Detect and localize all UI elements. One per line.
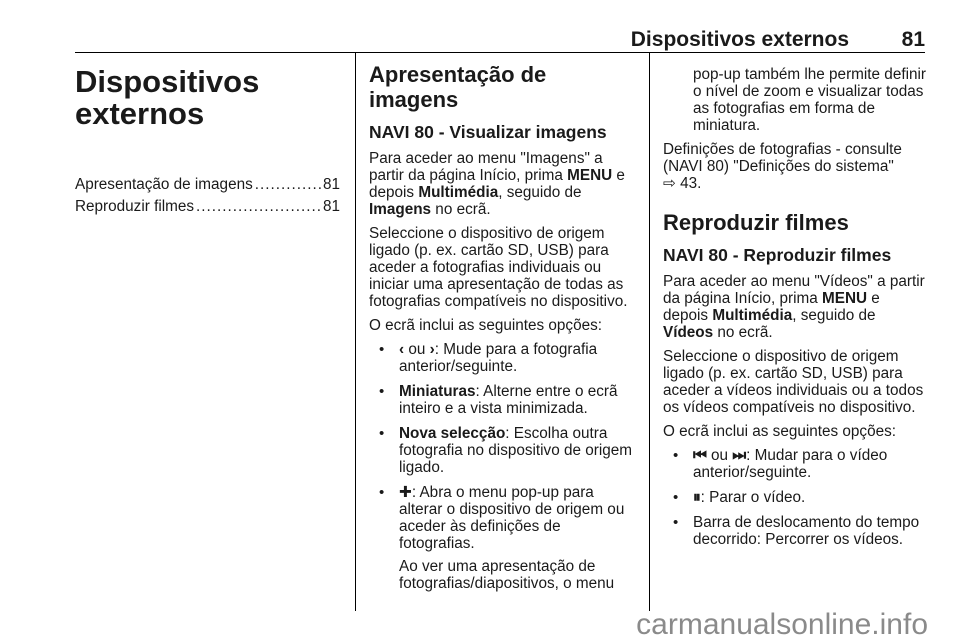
list-item: • ⏸: Parar o vídeo. bbox=[663, 489, 928, 506]
page-header bbox=[75, 0, 925, 53]
column-1 bbox=[75, 62, 340, 218]
list-item: • Miniaturas: Alterne entre o ecrã inteiro e a vista minimizada. bbox=[369, 383, 634, 417]
chevron-right-icon: › bbox=[429, 341, 435, 358]
list-item: • Barra de deslocamento do tempo decorrido: Percorrer os vídeos. bbox=[663, 514, 928, 548]
paragraph-photo-settings: Definições de fotografias - consulte (NAVI 80) "Definições do sistema" ⇨ 43. bbox=[663, 141, 902, 192]
chevron-left-icon: ‹ bbox=[399, 341, 405, 358]
page-number: 81 bbox=[901, 28, 925, 51]
bullet-icon bbox=[379, 383, 384, 400]
paragraph-slideshow-note: Ao ver uma apresentação de fotografias/diapositivos, o menu bbox=[399, 558, 615, 592]
column-2 bbox=[369, 62, 634, 600]
toc-leader bbox=[196, 196, 321, 218]
paragraph-select-device: Seleccione o dispositivo de origem ligado (p. ex. cartão SD, USB) para aceder a fotografias individuais ou iniciar uma apresentação de todas as fotografias compatíveis no dispositivo. bbox=[369, 225, 628, 310]
list-item: • ⏮ ou ⏭: Mudar para o vídeo anterior/seguinte. bbox=[663, 447, 928, 481]
bullet-icon bbox=[379, 484, 384, 501]
paragraph-select-device-video: Seleccione o dispositivo de origem ligado (p. ex. cartão SD, USB) para aceder a vídeos individuais ou a todos os vídeos compatíveis no dispositivo. bbox=[663, 348, 924, 416]
header-title: Dispositivos externos bbox=[630, 28, 849, 51]
paragraph-videos-menu: Para aceder ao menu "Vídeos" a partir da página Início, prima MENU e depois Multimédia, seguido de Vídeos no ecrã. bbox=[663, 273, 925, 341]
paragraph-options-intro: O ecrã inclui as seguintes opções: bbox=[369, 317, 602, 334]
skip-forward-icon: ⏭ bbox=[732, 447, 747, 464]
bullet-icon bbox=[673, 514, 678, 531]
chapter-title: Dispositivos externos bbox=[75, 64, 260, 131]
bullet-icon bbox=[673, 447, 678, 464]
bullet-icon bbox=[379, 425, 384, 442]
subheading-play-films: NAVI 80 - Reproduzir filmes bbox=[663, 245, 892, 265]
paragraph-options-intro-video: O ecrã inclui as seguintes opções: bbox=[663, 423, 896, 440]
section-heading-images: Apresentação de imagens bbox=[369, 62, 547, 112]
paragraph-continued: pop-up também lhe permite definir o nível de zoom e visualizar todas as fotografias em forma de miniatura. bbox=[693, 66, 926, 134]
toc-entry-images[interactable] bbox=[75, 174, 340, 196]
subheading-view-images: NAVI 80 - Visualizar imagens bbox=[369, 122, 607, 142]
toc-page: 81 bbox=[322, 176, 340, 193]
options-list-images bbox=[369, 341, 634, 592]
list-item: • ✚: Abra o menu pop-up para alterar o dispositivo de origem ou aceder às definições de fotografias. Ao ver uma apresentação de fotografias/diapositivos, o menu bbox=[369, 484, 634, 592]
bullet-icon bbox=[379, 341, 384, 358]
toc-label: Reproduzir filmes bbox=[75, 198, 195, 215]
toc-label: Apresentação de imagens bbox=[75, 176, 253, 193]
reference-arrow-icon: ⇨ bbox=[663, 175, 676, 192]
plus-icon: ✚ bbox=[399, 484, 412, 501]
section-heading-films: Reproduzir filmes bbox=[663, 210, 849, 235]
bullet-icon bbox=[673, 489, 678, 506]
list-item: • ‹ ou ›: Mude para a fotografia anterior/seguinte. bbox=[369, 341, 634, 375]
paragraph-images-menu: Para aceder ao menu "Imagens" a partir da página Início, prima MENU e depois Multimédia, seguido de Imagens no ecrã. bbox=[369, 150, 625, 218]
skip-back-icon: ⏮ bbox=[693, 447, 707, 464]
pause-icon: ⏸ bbox=[693, 489, 701, 506]
list-item: • Nova selecção: Escolha outra fotografia no dispositivo de origem ligado. bbox=[369, 425, 634, 476]
options-list-videos bbox=[663, 447, 928, 548]
toc-leader bbox=[255, 174, 321, 196]
column-divider-2 bbox=[649, 53, 650, 611]
watermark: carmanualsonline.info bbox=[636, 608, 928, 641]
toc-page: 81 bbox=[322, 198, 340, 215]
column-3 bbox=[663, 66, 928, 556]
toc-entry-films[interactable] bbox=[75, 196, 340, 218]
column-divider-1 bbox=[355, 53, 356, 611]
